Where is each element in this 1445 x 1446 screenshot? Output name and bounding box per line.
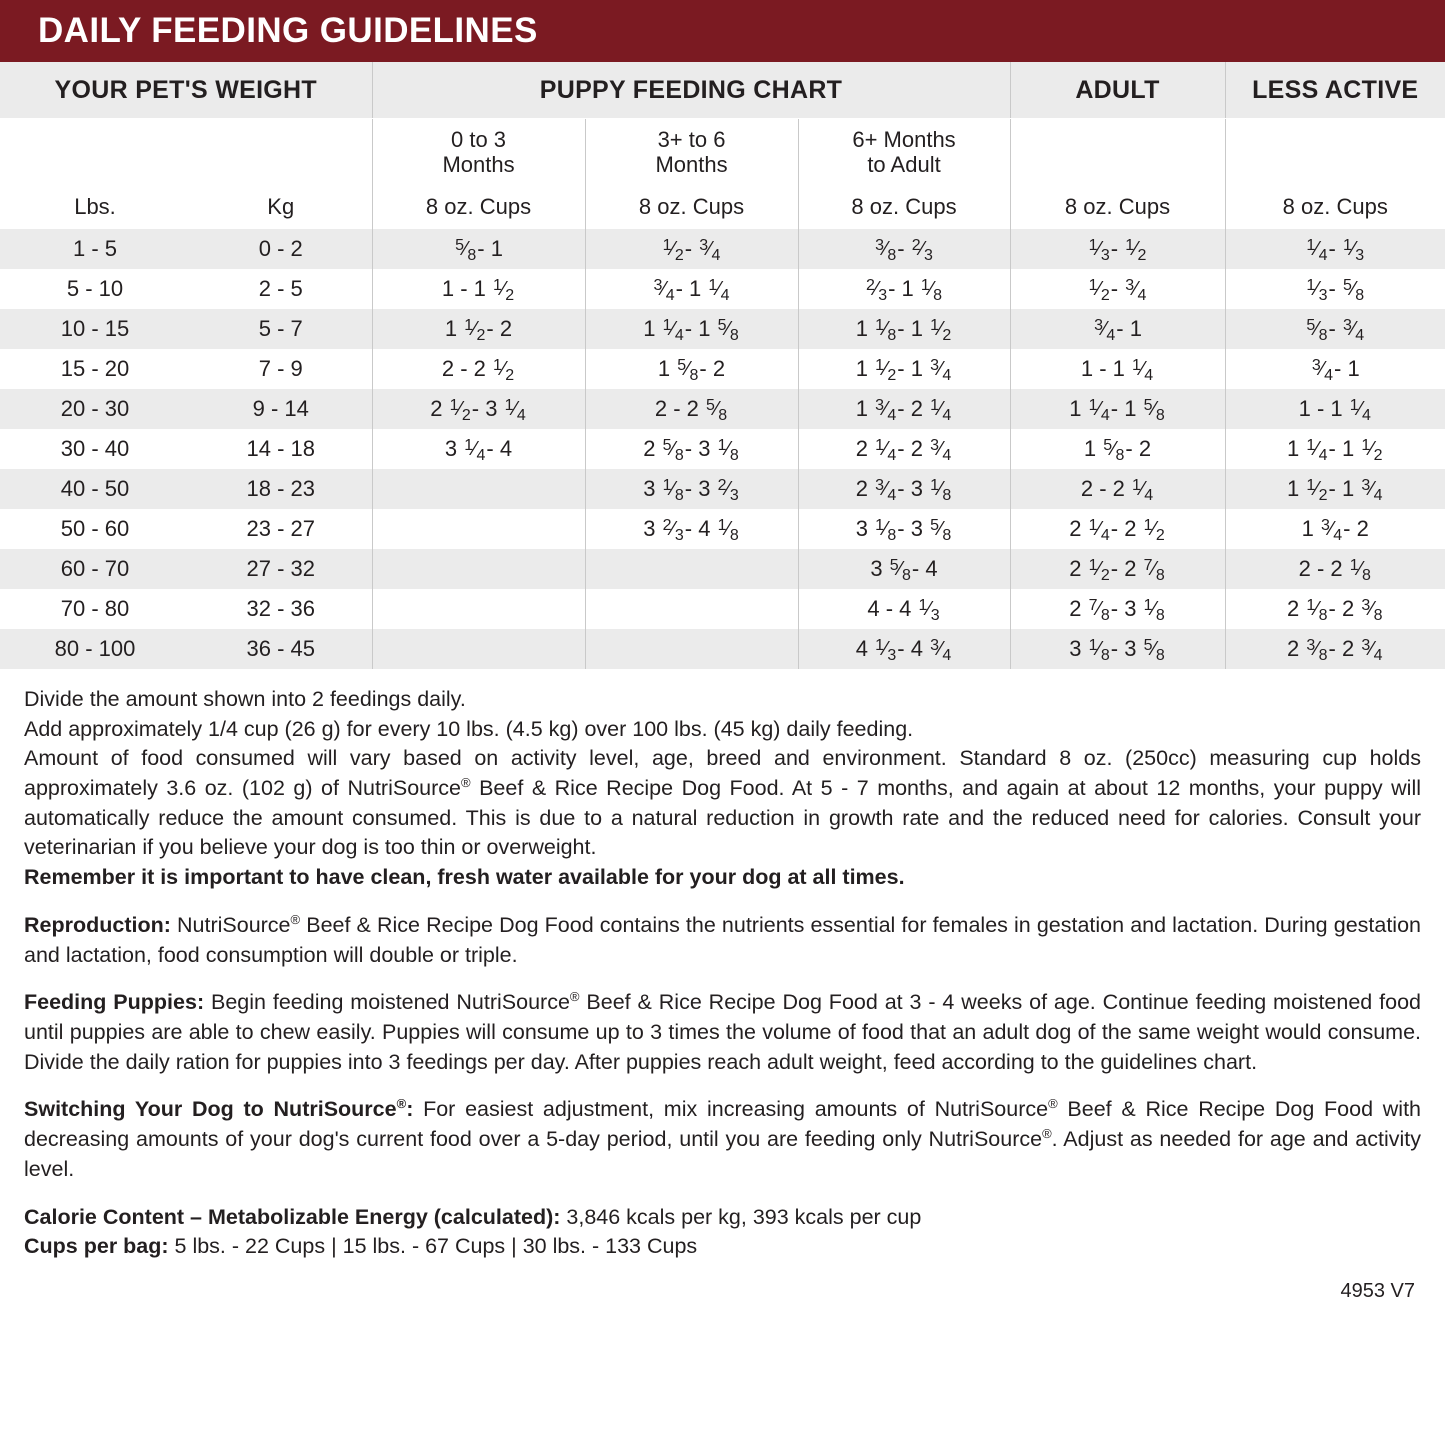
cell-puppy-0-3: 1 1⁄2- 2 — [372, 309, 585, 349]
cell-puppy-3-6: 3 1⁄8- 3 2⁄3 — [585, 469, 798, 509]
header-adult: ADULT — [1010, 62, 1225, 119]
cell-adult: 1⁄3- 1⁄2 — [1010, 229, 1225, 269]
cell-less-active: 1⁄4- 1⁄3 — [1225, 229, 1445, 269]
cell-kg: 32 - 36 — [190, 589, 372, 629]
cell-puppy-6-adult: 1 1⁄2- 1 3⁄4 — [798, 349, 1010, 389]
units-cups-puppy-3-6: 8 oz. Cups — [585, 185, 798, 229]
cell-kg: 27 - 32 — [190, 549, 372, 589]
cell-kg: 9 - 14 — [190, 389, 372, 429]
cell-puppy-3-6 — [585, 549, 798, 589]
table-subheader-row — [0, 119, 1445, 186]
note-cups-label: Cups per bag: — [24, 1234, 169, 1259]
note-switching-label-a: Switching Your Dog to NutriSource — [24, 1097, 397, 1122]
cell-adult: 3 1⁄8- 3 5⁄8 — [1010, 629, 1225, 669]
table-row — [0, 629, 1445, 669]
table-group-header-row — [0, 62, 1445, 119]
cell-puppy-6-adult: 3 1⁄8- 3 5⁄8 — [798, 509, 1010, 549]
cell-puppy-3-6: 3⁄4- 1 1⁄4 — [585, 269, 798, 309]
note-switching-text-a: For easiest adjustment, mix increasing amounts of NutriSource — [413, 1097, 1049, 1122]
note-switching-label-b: : — [406, 1097, 414, 1122]
cell-lbs: 80 - 100 — [0, 629, 190, 669]
cell-adult: 1⁄2- 3⁄4 — [1010, 269, 1225, 309]
registered-mark-icon: ® — [1042, 1126, 1052, 1142]
note-amount-varies-a: Amount of food consumed will vary based on activity level, age, breed and environment. Standard 8 oz. (250cc) measuring cup holds approximately 3.6 oz. (102 g) of NutriSource — [24, 746, 1421, 801]
notes-section — [0, 669, 1445, 1262]
cell-puppy-0-3 — [372, 629, 585, 669]
units-kg: Kg — [190, 185, 372, 229]
note-add-quarter-cup: Add approximately 1/4 cup (26 g) for every 10 lbs. (4.5 kg) over 100 lbs. (45 kg) daily feeding. — [24, 716, 914, 741]
page-title: DAILY FEEDING GUIDELINES — [38, 11, 538, 50]
subheader-puppy-0-3-line2: Months — [442, 152, 515, 177]
subheader-puppy-6-adult-line2: to Adult — [867, 152, 941, 177]
cell-puppy-6-adult: 2 3⁄4- 3 1⁄8 — [798, 469, 1010, 509]
cell-adult: 1 - 1 1⁄4 — [1010, 349, 1225, 389]
cell-puppy-6-adult: 1 3⁄4- 2 1⁄4 — [798, 389, 1010, 429]
registered-mark-icon: ® — [569, 989, 580, 1005]
cell-puppy-3-6: 1 5⁄8- 2 — [585, 349, 798, 389]
cell-lbs: 70 - 80 — [0, 589, 190, 629]
cell-kg: 2 - 5 — [190, 269, 372, 309]
page-title-bar — [0, 0, 1445, 62]
subheader-puppy-3-6-line2: Months — [655, 152, 728, 177]
cell-puppy-0-3: 5⁄8- 1 — [372, 229, 585, 269]
note-amount-varies-b: Beef & Rice Recipe Dog Food. At 5 - 7 months, and again at about 12 months, your puppy will automatically reduce the amount consumed. This is due to a natural reduction in growth rate and the reduced need for calories. Consult your veterinarian if you believe your dog is too thin or overweight. — [24, 776, 1422, 860]
note-reproduction-text-b: Beef & Rice Recipe Dog Food contains the nutrients essential for females in gestation and lactation. During gestation and lactation, food consumption will double or triple. — [24, 912, 1422, 967]
subheader-blank-weight — [0, 119, 372, 186]
subheader-puppy-0-3 — [372, 119, 585, 186]
note-amount-varies — [24, 744, 1421, 863]
table-row — [0, 429, 1445, 469]
cell-adult: 3⁄4- 1 — [1010, 309, 1225, 349]
cell-puppy-3-6 — [585, 629, 798, 669]
note-calorie-label: Calorie Content – Metabolizable Energy (calculated): — [24, 1204, 561, 1229]
cell-kg: 0 - 2 — [190, 229, 372, 269]
cell-kg: 5 - 7 — [190, 309, 372, 349]
cell-puppy-0-3: 3 1⁄4- 4 — [372, 429, 585, 469]
cell-lbs: 10 - 15 — [0, 309, 190, 349]
cell-adult: 2 - 2 1⁄4 — [1010, 469, 1225, 509]
cell-puppy-3-6: 2 5⁄8- 3 1⁄8 — [585, 429, 798, 469]
subheader-puppy-6-adult-line1: 6+ Months — [852, 126, 956, 152]
note-feeding-puppies — [24, 988, 1421, 1077]
cell-puppy-3-6: 3 2⁄3- 4 1⁄8 — [585, 509, 798, 549]
cell-lbs: 60 - 70 — [0, 549, 190, 589]
subheader-puppy-6-adult — [798, 119, 1010, 186]
cell-less-active: 2 - 2 1⁄8 — [1225, 549, 1445, 589]
cell-puppy-6-adult: 4 1⁄3- 4 3⁄4 — [798, 629, 1010, 669]
cell-less-active: 5⁄8- 3⁄4 — [1225, 309, 1445, 349]
subheader-puppy-3-6-line1: 3+ to 6 — [657, 126, 726, 152]
cell-puppy-3-6: 1 1⁄4- 1 5⁄8 — [585, 309, 798, 349]
units-cups-puppy-0-3: 8 oz. Cups — [372, 185, 585, 229]
note-feeding-puppies-text-b: Beef & Rice Recipe Dog Food at 3 - 4 weeks of age. Continue feeding moistened food until puppies are able to chew easily. Puppies will consume up to 3 times the volume of food that an adult dog of the same weight would consume. Divide the daily ration for puppies into 3 feedings per day. After puppies reach adult weight, feed according to the guidelines chart. — [24, 990, 1421, 1074]
note-reproduction-label: Reproduction: — [24, 912, 171, 937]
cell-puppy-0-3 — [372, 509, 585, 549]
note-reproduction-text-a: NutriSource — [170, 912, 291, 937]
subheader-puppy-3-6 — [585, 119, 798, 186]
cell-puppy-6-adult: 1 1⁄8- 1 1⁄2 — [798, 309, 1010, 349]
cell-puppy-3-6: 1⁄2- 3⁄4 — [585, 229, 798, 269]
cell-puppy-6-adult: 2 1⁄4- 2 3⁄4 — [798, 429, 1010, 469]
cell-lbs: 20 - 30 — [0, 389, 190, 429]
note-calorie-value: 3,846 kcals per kg, 393 kcals per cup — [560, 1204, 922, 1229]
subheader-blank-adult — [1010, 119, 1225, 186]
cell-less-active: 3⁄4- 1 — [1225, 349, 1445, 389]
note-switching — [24, 1095, 1421, 1184]
cell-adult: 1 1⁄4- 1 5⁄8 — [1010, 389, 1225, 429]
cell-puppy-3-6: 2 - 2 5⁄8 — [585, 389, 798, 429]
note-switching-text-b: Beef & Rice Recipe Dog Food with decreasing amounts of your dog's current food over a 5-day period, until you are feeding only NutriSource — [24, 1097, 1422, 1152]
registered-mark-icon: ® — [290, 911, 301, 927]
cell-less-active: 1⁄3- 5⁄8 — [1225, 269, 1445, 309]
daily-feeding-table — [0, 62, 1445, 669]
cell-lbs: 1 - 5 — [0, 229, 190, 269]
registered-mark-icon: ® — [461, 774, 471, 790]
cell-less-active: 1 1⁄2- 1 3⁄4 — [1225, 469, 1445, 509]
cell-puppy-3-6 — [585, 589, 798, 629]
cell-puppy-6-adult: 4 - 4 1⁄3 — [798, 589, 1010, 629]
note-cups-per-bag — [24, 1232, 1421, 1262]
cell-lbs: 50 - 60 — [0, 509, 190, 549]
cell-adult: 1 5⁄8- 2 — [1010, 429, 1225, 469]
cell-kg: 18 - 23 — [190, 469, 372, 509]
cell-kg: 36 - 45 — [190, 629, 372, 669]
note-feeding-puppies-label: Feeding Puppies: — [24, 990, 205, 1015]
cell-kg: 7 - 9 — [190, 349, 372, 389]
cell-less-active: 1 3⁄4- 2 — [1225, 509, 1445, 549]
cell-less-active: 2 3⁄8- 2 3⁄4 — [1225, 629, 1445, 669]
units-cups-puppy-6-adult: 8 oz. Cups — [798, 185, 1010, 229]
units-lbs: Lbs. — [0, 185, 190, 229]
note-reproduction — [24, 911, 1421, 970]
note-feeding-puppies-text-a: Begin feeding moistened NutriSource — [204, 990, 570, 1015]
table-row — [0, 549, 1445, 589]
subheader-puppy-0-3-line1: 0 to 3 — [450, 126, 507, 152]
cell-lbs: 30 - 40 — [0, 429, 190, 469]
note-cups-value: 5 lbs. - 22 Cups | 15 lbs. - 67 Cups | 30 lbs. - 133 Cups — [168, 1234, 698, 1259]
cell-puppy-6-adult: 2⁄3- 1 1⁄8 — [798, 269, 1010, 309]
note-divide-amount: Divide the amount shown into 2 feedings daily. — [24, 687, 466, 711]
cell-adult: 2 1⁄4- 2 1⁄2 — [1010, 509, 1225, 549]
cell-adult: 2 7⁄8- 3 1⁄8 — [1010, 589, 1225, 629]
table-row — [0, 469, 1445, 509]
subheader-blank-less-active — [1225, 119, 1445, 186]
table-row — [0, 269, 1445, 309]
cell-puppy-6-adult: 3 5⁄8- 4 — [798, 549, 1010, 589]
units-cups-adult: 8 oz. Cups — [1010, 185, 1225, 229]
cell-less-active: 1 - 1 1⁄4 — [1225, 389, 1445, 429]
table-units-row — [0, 185, 1445, 229]
table-row — [0, 309, 1445, 349]
table-row — [0, 349, 1445, 389]
header-less-active: LESS ACTIVE — [1225, 62, 1445, 119]
registered-mark-icon: ® — [1048, 1096, 1058, 1112]
table-row — [0, 389, 1445, 429]
note-switching-text-c: . Adjust as needed for age and activity level. — [24, 1127, 1421, 1181]
cell-puppy-0-3 — [372, 589, 585, 629]
cell-adult: 2 1⁄2- 2 7⁄8 — [1010, 549, 1225, 589]
note-fresh-water: Remember it is important to have clean, fresh water available for your dog at all times. — [24, 865, 905, 890]
note-calorie-content — [24, 1203, 1421, 1233]
registered-mark-icon: ® — [396, 1096, 407, 1112]
cell-puppy-6-adult: 3⁄8- 2⁄3 — [798, 229, 1010, 269]
header-your-pets-weight: YOUR PET'S WEIGHT — [0, 62, 372, 119]
cell-puppy-0-3 — [372, 549, 585, 589]
cell-puppy-0-3 — [372, 469, 585, 509]
table-row — [0, 229, 1445, 269]
cell-less-active: 1 1⁄4- 1 1⁄2 — [1225, 429, 1445, 469]
table-row — [0, 589, 1445, 629]
header-puppy-feeding-chart: PUPPY FEEDING CHART — [372, 62, 1010, 119]
units-cups-less-active: 8 oz. Cups — [1225, 185, 1445, 229]
cell-puppy-0-3: 2 1⁄2- 3 1⁄4 — [372, 389, 585, 429]
cell-lbs: 40 - 50 — [0, 469, 190, 509]
table-row — [0, 509, 1445, 549]
cell-puppy-0-3: 2 - 2 1⁄2 — [372, 349, 585, 389]
footer-code: 4953 V7 — [1340, 1279, 1415, 1302]
cell-puppy-0-3: 1 - 1 1⁄2 — [372, 269, 585, 309]
cell-lbs: 15 - 20 — [0, 349, 190, 389]
cell-kg: 23 - 27 — [190, 509, 372, 549]
cell-lbs: 5 - 10 — [0, 269, 190, 309]
cell-kg: 14 - 18 — [190, 429, 372, 469]
cell-less-active: 2 1⁄8- 2 3⁄8 — [1225, 589, 1445, 629]
